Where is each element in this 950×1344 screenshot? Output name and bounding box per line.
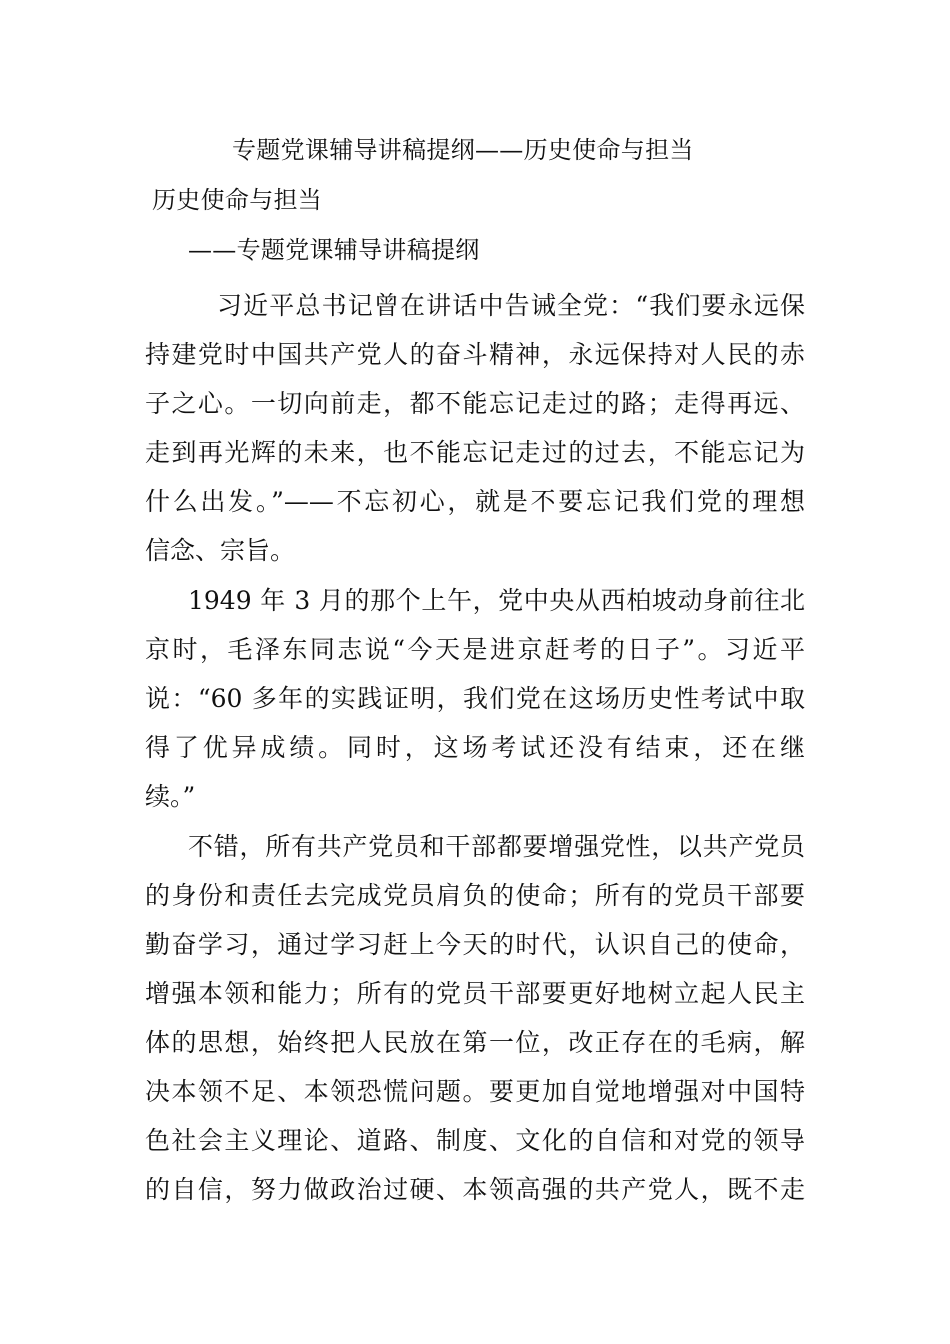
paragraph-1 xyxy=(145,281,805,575)
document-subtitle-main: 历史使命与担当 xyxy=(152,186,323,214)
document-title: 专题党课辅导讲稿提纲——历史使命与担当 xyxy=(232,136,694,164)
paragraph-line: 持建党时中国共产党人的奋斗精神，永远保持对人民的赤 xyxy=(145,340,805,369)
paragraph-line: 的身份和责任去完成党员肩负的使命；所有的党员干部要 xyxy=(145,881,805,910)
paragraph-line: 信念、宗旨。 xyxy=(145,536,296,565)
paragraph-line: 子之心。一切向前走，都不能忘记走过的路；走得再远、 xyxy=(145,389,805,418)
paragraph-line: 体的思想，始终把人民放在第一位，改正存在的毛病，解 xyxy=(145,1028,805,1057)
paragraph-line: 说：“60 多年的实践证明，我们党在这场历史性考试中取 xyxy=(145,684,805,713)
paragraph-line: 决本领不足、本领恐慌问题。要更加自觉地增强对中国特 xyxy=(145,1077,805,1106)
paragraph-line: 1949 年 3 月的那个上午，党中央从西柏坡动身前往北 xyxy=(188,586,805,615)
paragraph-line: 续。” xyxy=(145,782,196,811)
paragraph-line: 不错，所有共产党员和干部都要增强党性，以共产党员 xyxy=(188,832,805,861)
paragraph-line: 勤奋学习，通过学习赶上今天的时代，认识自己的使命， xyxy=(145,930,805,959)
paragraph-line: 得了优异成绩。同时，这场考试还没有结束，还在继 xyxy=(145,733,805,762)
paragraph-line: 增强本领和能力；所有的党员干部要更好地树立起人民主 xyxy=(145,979,805,1008)
paragraph-line: 色社会主义理论、道路、制度、文化的自信和对党的领导 xyxy=(145,1126,805,1155)
paragraph-line: 什么出发。”——不忘初心，就是不要忘记我们党的理想 xyxy=(145,487,805,516)
paragraph-line: 京时，毛泽东同志说“今天是进京赶考的日子”。习近平 xyxy=(145,635,805,664)
document-subtitle-dash: ——专题党课辅导讲稿提纲 xyxy=(188,236,480,264)
paragraph-2 xyxy=(145,576,805,821)
paragraph-3 xyxy=(145,822,805,1214)
paragraph-line: 的自信，努力做政治过硬、本领高强的共产党人，既不走 xyxy=(145,1175,805,1204)
paragraph-line: 习近平总书记曾在讲话中告诫全党：“我们要永远保 xyxy=(217,291,805,320)
paragraph-line: 走到再光辉的未来，也不能忘记走过的过去，不能忘记为 xyxy=(145,438,805,467)
